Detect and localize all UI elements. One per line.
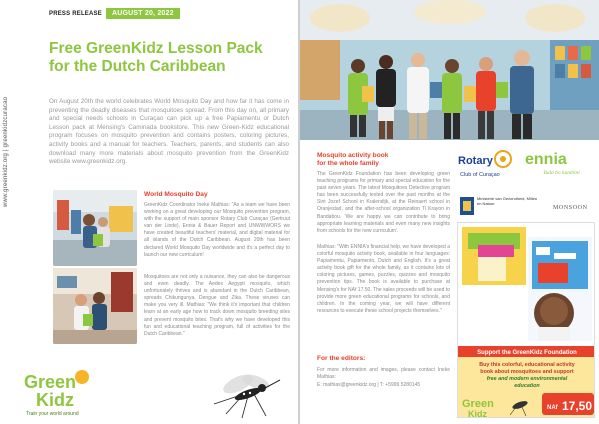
side-web-label bbox=[3, 22, 13, 207]
press-header bbox=[49, 8, 180, 19]
launch-photo-2 bbox=[53, 268, 137, 344]
left-page bbox=[0, 0, 298, 424]
section2-paragraph-1: The GreenKidz Foundation has been developing green teaching programs for primary and special education for the past seven years. The latest Mosquitoes Detective program has been successfully tested over the past months at the Sint Jozef School in Kralendijk, at the Reinaert school in Oranjestad, and the after-school organization Ti Krayon in Bandabou. 'We are happy we can contribute to bring appropriate learning materials and even many new insights from schools for the new curriculum'. bbox=[317, 171, 450, 234]
press-label: PRESS RELEASE bbox=[49, 10, 102, 17]
activity-book-ad bbox=[457, 222, 595, 418]
press-date: AUGUST 20, 2022 bbox=[106, 8, 180, 19]
svg-text:free and modern environmental: free and modern environmental bbox=[486, 376, 568, 382]
svg-text:Train your world around: Train your world around bbox=[26, 411, 79, 417]
page-title: Free GreenKidz Lesson Pack for the Dutch Caribbean bbox=[49, 40, 263, 75]
svg-text:Support the GreenKidz Foundati: Support the GreenKidz Foundation bbox=[477, 350, 577, 356]
svg-text:ennia: ennia bbox=[525, 151, 567, 168]
section1-paragraph-2: Mosquitoes are not only a nuisance, they can also be dangerous and even deadly. The Aedes Aegypti mosquito, which unfortunately thrives and is abundant in the Dutch Caribbean, spreads Chikungunya, Dengue and Zika. These viruses can make you very ill. Mathias: "We think it's important that children learn at an early age how to track down mosquito breeding sites and prevent mosquito bites. That's why we have developed this fun and educational teaching program, full of activities for the Dutch Caribbean." bbox=[144, 274, 290, 337]
svg-text:Kidz: Kidz bbox=[36, 390, 74, 410]
launch-photo-1 bbox=[53, 190, 137, 266]
svg-text:Rotary: Rotary bbox=[458, 155, 493, 167]
government-logo: Ministerie van Gezondheid, Milieu en Natuur bbox=[460, 195, 542, 217]
editors-title: For the editors: bbox=[317, 355, 366, 362]
intro-paragraph: On August 20th the world celebrates World Mosquito Day and how far it has come in preventing the deadly diseases that mosquitoes spread. From this day on, all primary and special needs schools in Curaçao can pick up a free Papiamentu or Dutch Lesson pack at Mensing's Caminada bookstore. This new Green-Kidz educational program focuses on mosquito prevention and contains posters, coloring pictures, activity books and a manual for teachers. Teachers, parents, and students can also download many more materials about mosquito prevention from the GreenKidz website www.greenkidz.org. bbox=[49, 98, 289, 166]
svg-text:17,50: 17,50 bbox=[562, 399, 593, 413]
svg-text:Green: Green bbox=[462, 398, 494, 410]
svg-text:Yuda bo kumbini: Yuda bo kumbini bbox=[543, 170, 580, 176]
section1-paragraph-1: GreenKidz Coordinator Ineke Mathias: "As a team we have been working on a great developing our Mosquito prevention program, with the support of main sponsor Rotary Club Curaçao (Gertruut van der Linde), Ennia & Bauer Report and UNWWWORS we have created beautiful teachers' material, and digital material for all islands of the Dutch Caribbean. August 20th has been declared World Mosquito Day worldwide and it's a perfect day to launch our new curriculum! bbox=[144, 202, 290, 258]
svg-text:education: education bbox=[514, 383, 540, 389]
svg-text:book about mosquitoes and supp: book about mosquitoes and support bbox=[480, 369, 574, 375]
right-page bbox=[300, 0, 599, 424]
side-text: www.greenkidz.org | greenkidzcuracao bbox=[3, 96, 9, 207]
mosquito-illustration bbox=[208, 360, 286, 420]
svg-text:MONSOON: MONSOON bbox=[553, 205, 588, 211]
monsoon-logo bbox=[552, 194, 592, 216]
greenkidz-logo bbox=[22, 368, 100, 418]
team-photo bbox=[300, 0, 599, 140]
editors-text: For more information and images, please contact Ineke Mathias: bbox=[317, 367, 450, 381]
section2-paragraph-2: Mathias: "With ENNIA's financial help, we have developed a colorful mosquito activity book, available in four languages: Papiamentu, Papiamento, Dutch and English. It's a great activity book gift for the whole family, as it contains lots of coloring pictures, games, puzzles, quizzes and mosquito prevention tips. The book is available to purchase at Mensing's for NAf 17.50. The sales proceeds will be used to provide more green educational programs for schools, and children. In the coming year, we will have different resources to execute these school projects themselves." bbox=[317, 244, 450, 314]
svg-text:Buy this colorful, educational: Buy this colorful, educational activity bbox=[479, 362, 575, 368]
editors-contact: E: mathias@greenkidz.org | T: +5999 5280145 bbox=[317, 382, 421, 388]
rotary-logo bbox=[456, 148, 516, 188]
svg-text:Green: Green bbox=[24, 372, 77, 392]
section-title-activity-book: Mosquito activity book for the whole family bbox=[317, 152, 389, 167]
svg-text:NAf: NAf bbox=[547, 405, 558, 411]
svg-text:Club of Curaçao: Club of Curaçao bbox=[460, 172, 500, 178]
ennia-logo bbox=[521, 146, 589, 182]
svg-text:Kidz: Kidz bbox=[468, 409, 487, 418]
section-title-world-mosquito-day: World Mosquito Day bbox=[144, 191, 208, 198]
